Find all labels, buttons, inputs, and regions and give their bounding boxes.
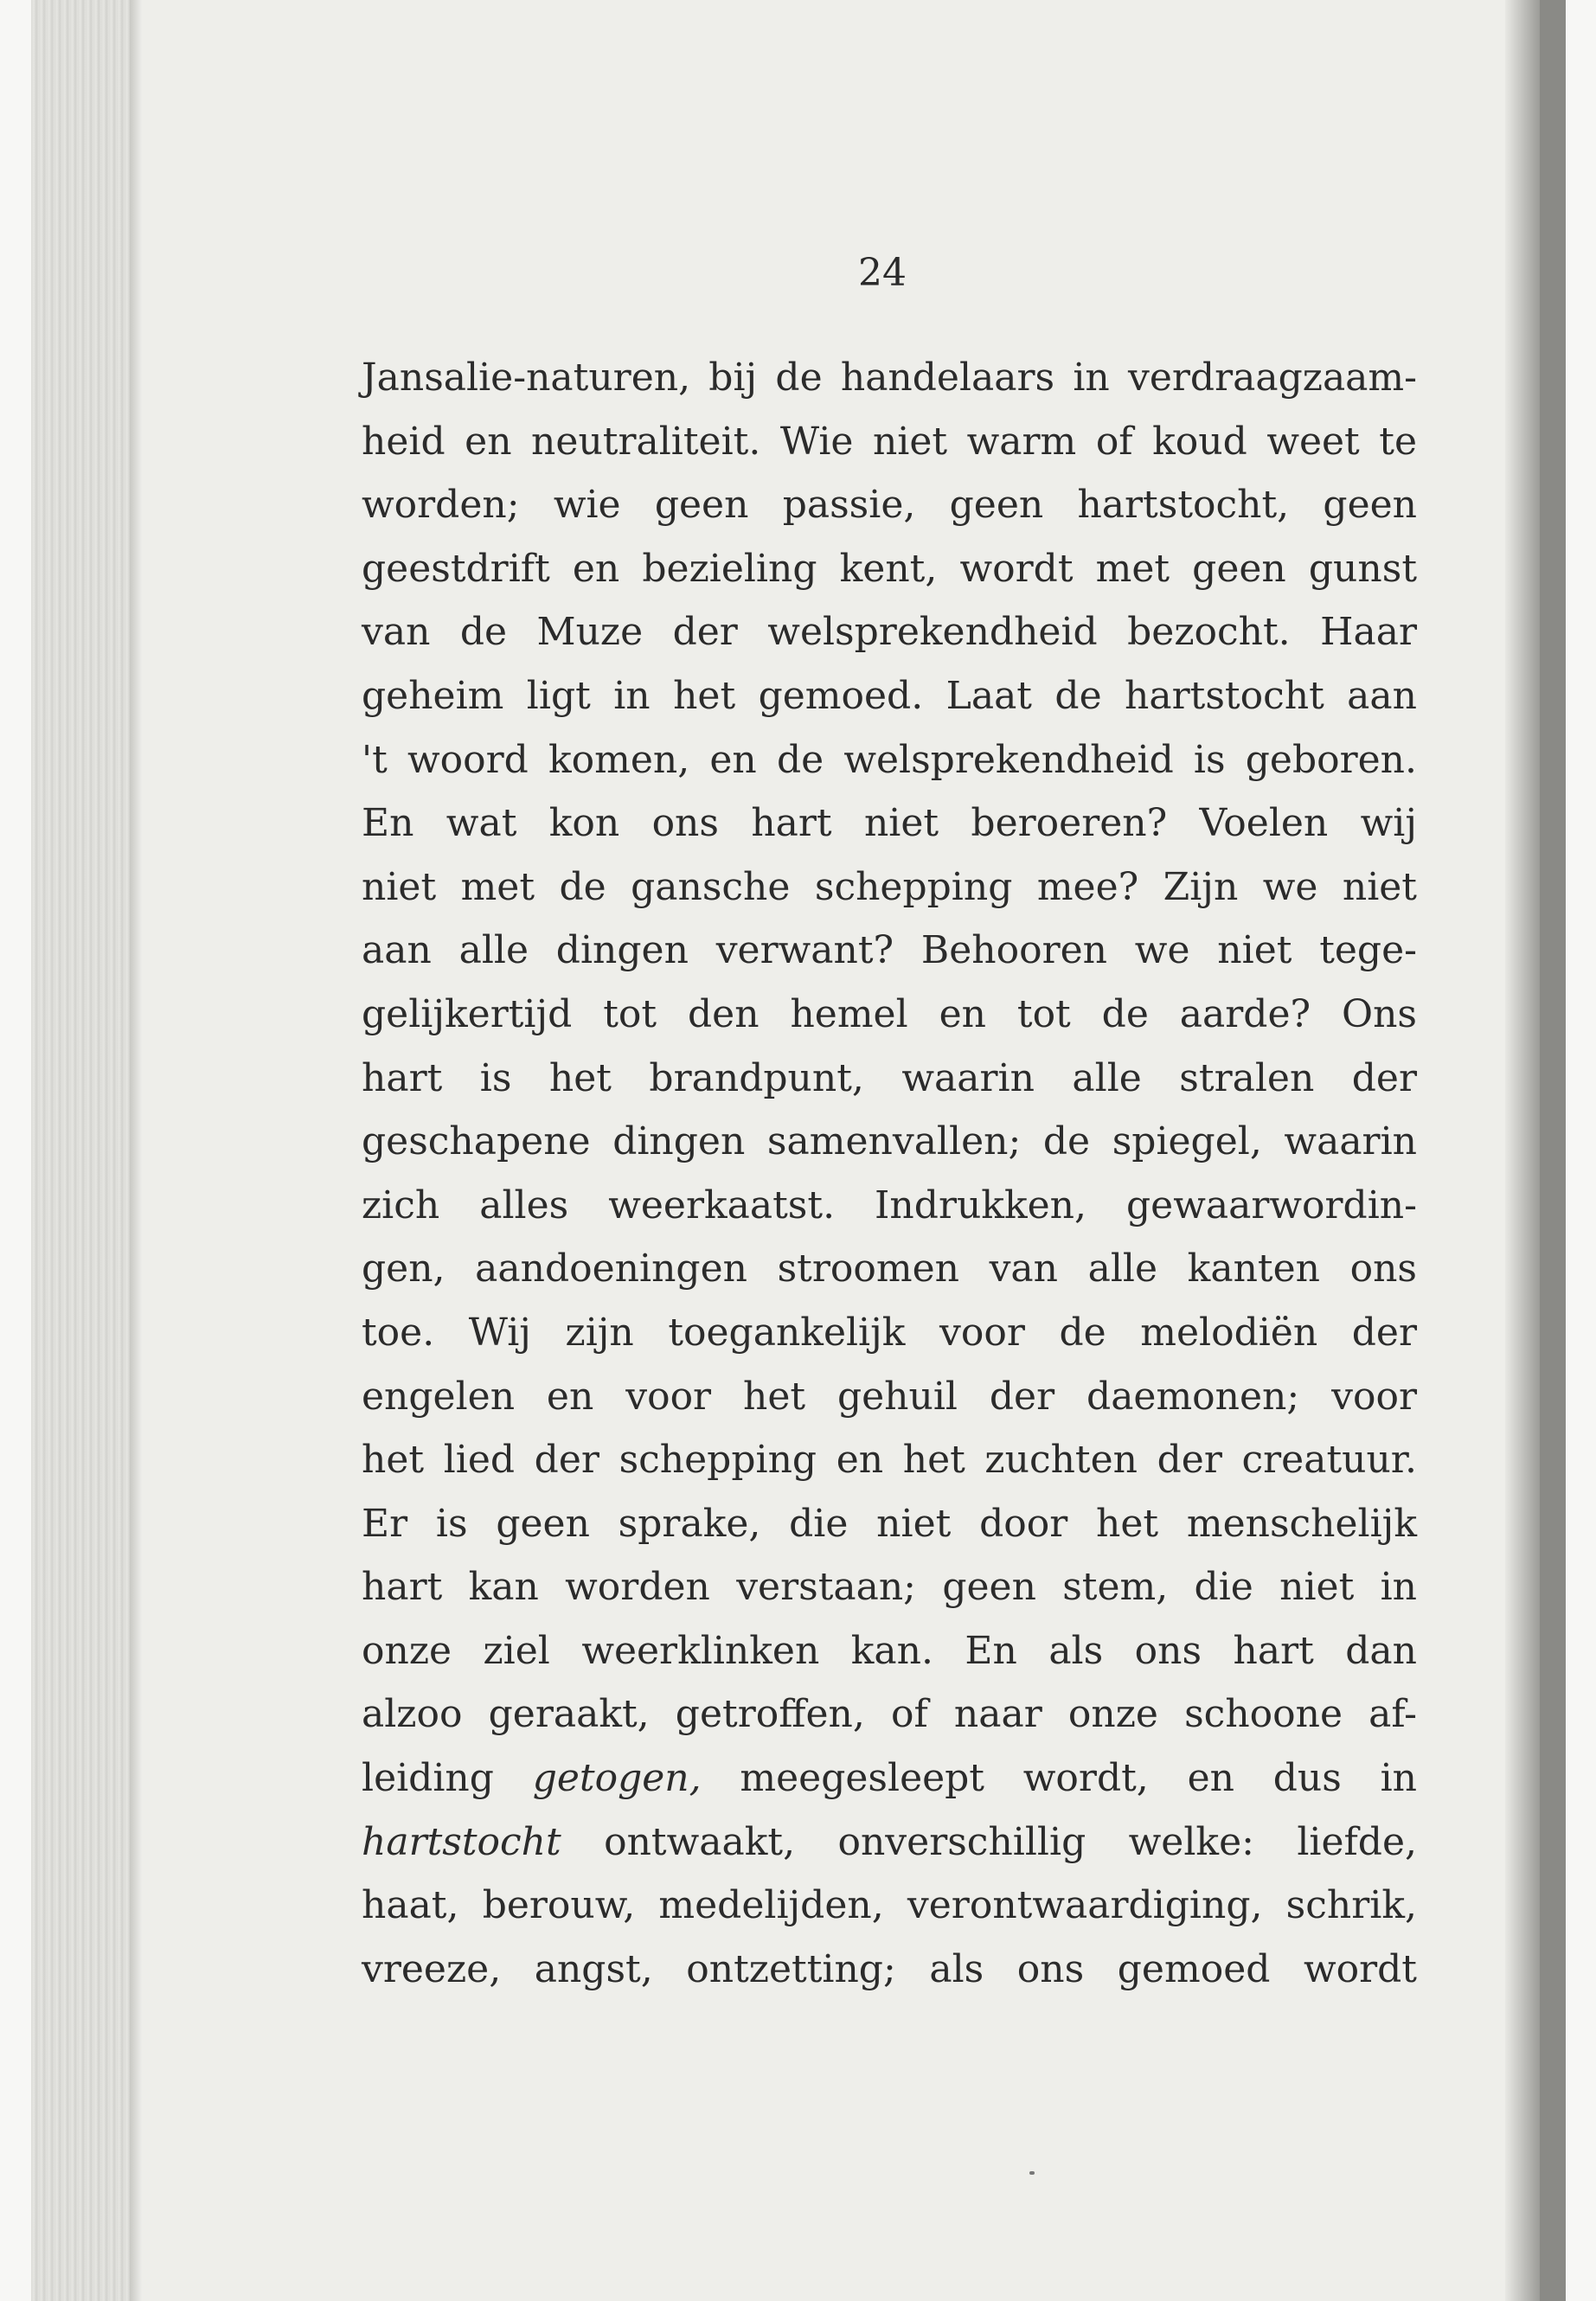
text-line: geschapene dingen samenvallen; de spiegel, waarin bbox=[362, 1119, 1417, 1164]
right-scan-border bbox=[1540, 0, 1566, 2301]
page-number: 24 bbox=[858, 251, 907, 295]
text-line: geestdrift en bezieling kent, wordt met geen gunst bbox=[362, 546, 1417, 591]
text-line: Jansalie-naturen, bij de handelaars in verdraagzaam- bbox=[362, 356, 1417, 400]
italic-word-hartstocht: hartstocht bbox=[362, 1819, 561, 1864]
text-line: engelen en voor het gehuil der daemonen; voor bbox=[362, 1374, 1417, 1419]
text-segment: ontwaakt, onverschillig welke: liefde, bbox=[561, 1819, 1417, 1864]
text-line: het lied der schepping en het zuchten der creatuur. bbox=[362, 1438, 1417, 1483]
text-line: van de Muze der welsprekendheid bezocht. Haar bbox=[362, 610, 1417, 655]
text-line: hart is het brandpunt, waarin alle stralen der bbox=[362, 1055, 1417, 1100]
text-line: aan alle dingen verwant? Behooren we niet tege- bbox=[362, 928, 1417, 973]
text-line-with-italic bbox=[362, 1747, 1417, 1811]
page-stack-edge bbox=[31, 0, 131, 2301]
text-line: vreeze, angst, ontzetting; als ons gemoed wordt bbox=[362, 1946, 1417, 1991]
text-line: toe. Wij zijn toegankelijk voor de melodiën der bbox=[362, 1310, 1417, 1355]
text-line: Er is geen sprake, die niet door het menschelijk bbox=[362, 1501, 1417, 1546]
text-line: niet met de gansche schepping mee? Zijn we niet bbox=[362, 864, 1417, 909]
text-line: haat, berouw, medelijden, verontwaardiging, schrik, bbox=[362, 1883, 1417, 1928]
text-line: onze ziel weerklinken kan. En als ons hart dan bbox=[362, 1628, 1417, 1673]
body-text bbox=[362, 346, 1417, 2001]
ink-speck bbox=[1029, 2171, 1035, 2175]
right-page-shadow bbox=[1505, 0, 1540, 2301]
binding-shadow bbox=[130, 0, 142, 2301]
text-line: zich alles weerkaatst. Indrukken, gewaarwordin- bbox=[362, 1183, 1417, 1227]
text-line: hart kan worden verstaan; geen stem, die niet in bbox=[362, 1565, 1417, 1610]
text-line: worden; wie geen passie, geen hartstocht, geen bbox=[362, 483, 1417, 528]
text-segment: meegesleept wordt, en dus in bbox=[701, 1756, 1418, 1801]
italic-word-getogen: getogen, bbox=[532, 1756, 702, 1801]
text-line-with-italic bbox=[362, 1811, 1417, 1875]
text-line: geheim ligt in het gemoed. Laat de hartstocht aan bbox=[362, 673, 1417, 718]
text-line: heid en neutraliteit. Wie niet warm of koud weet te bbox=[362, 419, 1417, 464]
text-line: En wat kon ons hart niet beroeren? Voelen wij bbox=[362, 801, 1417, 846]
text-line: alzoo geraakt, getroffen, of naar onze schoone af- bbox=[362, 1692, 1417, 1737]
text-line: gen, aandoeningen stroomen van alle kanten ons bbox=[362, 1247, 1417, 1292]
text-line: 't woord komen, en de welsprekendheid is geboren. bbox=[362, 737, 1417, 782]
text-line: gelijkertijd tot den hemel en tot de aarde? Ons bbox=[362, 991, 1417, 1036]
text-segment: leiding bbox=[362, 1756, 533, 1801]
